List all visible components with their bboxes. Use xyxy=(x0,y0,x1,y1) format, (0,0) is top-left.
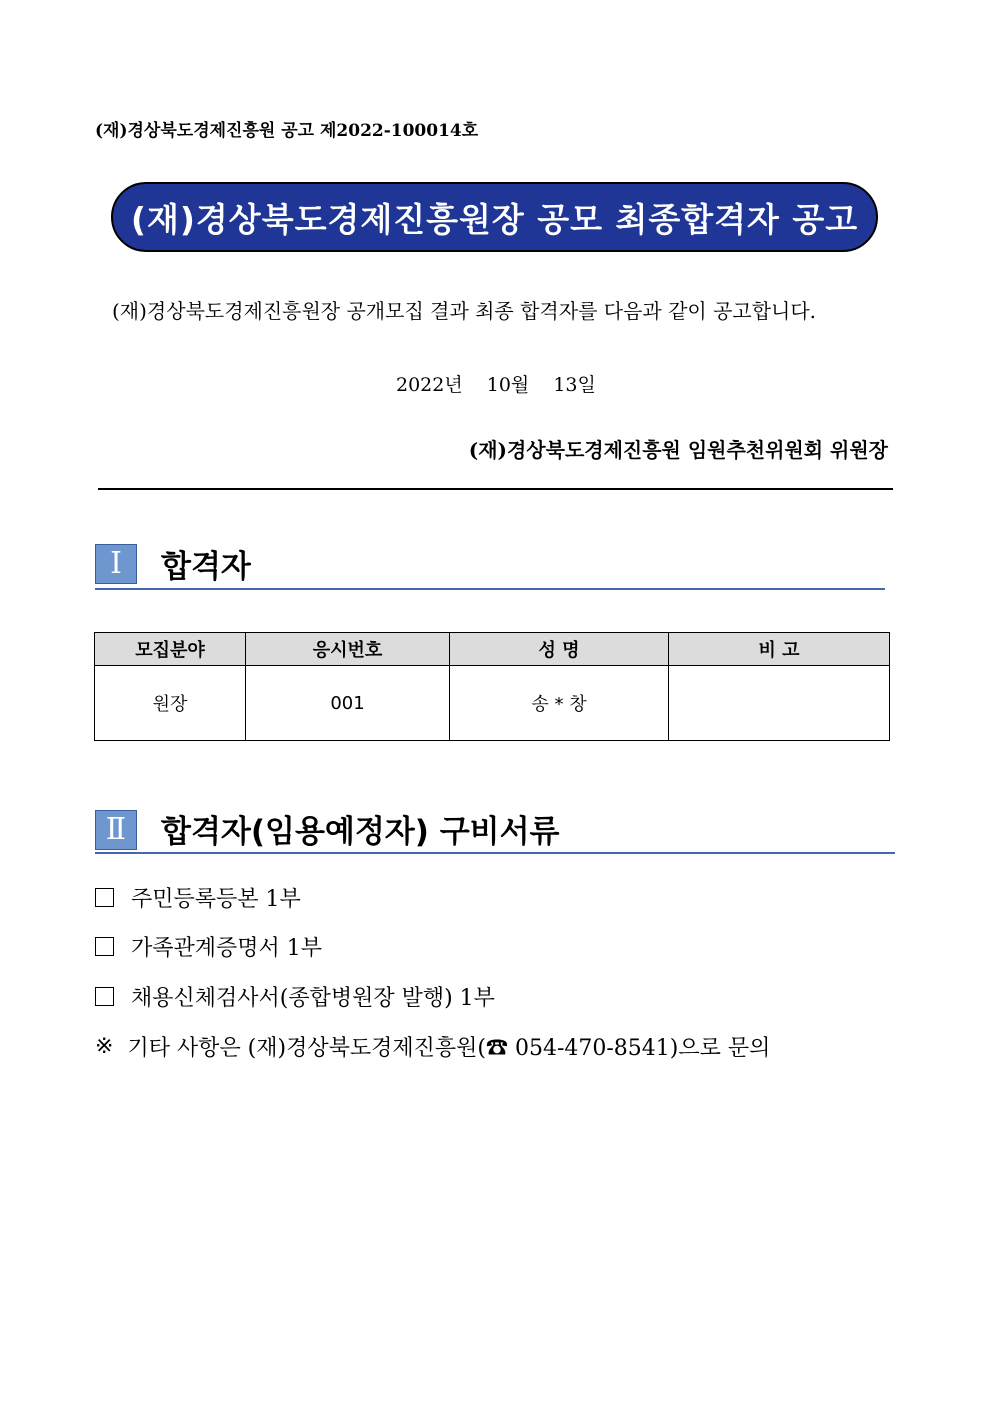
section-2-title: 합격자(임용예정자) 구비서류 xyxy=(161,814,560,850)
intro-text: (재)경상북도경제진흥원장 공개모집 결과 최종 합격자를 다음과 같이 공고합니다. xyxy=(112,299,817,323)
result-table xyxy=(94,632,890,741)
contact-note xyxy=(95,1031,770,1062)
section-2-rule xyxy=(95,852,895,854)
list-item xyxy=(95,882,301,913)
list-item xyxy=(95,931,322,962)
checkbox-icon xyxy=(95,987,114,1006)
contact-note-text: 기타 사항은 (재)경상북도경제진흥원(☎ 054-470-8541)으로 문의 xyxy=(127,1036,771,1061)
table-row xyxy=(95,666,890,741)
issuer: (재)경상북도경제진흥원 임원추천위원회 위원장 xyxy=(468,438,888,462)
notice-date: 2022년 10월 13일 xyxy=(396,374,596,396)
title-banner xyxy=(111,182,878,252)
cell-field: 원장 xyxy=(95,666,246,741)
section-2-number-badge: Ⅱ xyxy=(95,810,137,850)
reference-mark-icon: ※ xyxy=(95,1034,114,1059)
checkbox-icon xyxy=(95,888,114,907)
page-title: (재)경상북도경제진흥원장 공모 최종합격자 공고 xyxy=(130,199,859,239)
header-applicant-number: 응시번호 xyxy=(246,633,450,666)
section-1-rule xyxy=(95,588,885,590)
checkbox-icon xyxy=(95,937,114,956)
cell-remarks xyxy=(669,666,890,741)
header-name: 성 명 xyxy=(450,633,669,666)
document-item-label: 주민등록등본 1부 xyxy=(131,887,301,912)
section-1-number-badge: Ⅰ xyxy=(95,544,137,584)
list-item xyxy=(95,981,495,1012)
document-item-label: 채용신체검사서(종합병원장 발행) 1부 xyxy=(131,986,495,1011)
divider xyxy=(98,488,893,490)
header-field: 모집분야 xyxy=(95,633,246,666)
notice-number: (재)경상북도경제진흥원 공고 제2022-100014호 xyxy=(95,121,479,141)
cell-applicant-number: 001 xyxy=(246,666,450,741)
table-header-row xyxy=(95,633,890,666)
cell-name: 송 * 창 xyxy=(450,666,669,741)
header-remarks: 비 고 xyxy=(669,633,890,666)
document-item-label: 가족관계증명서 1부 xyxy=(131,936,323,961)
section-1-title: 합격자 xyxy=(161,549,251,585)
